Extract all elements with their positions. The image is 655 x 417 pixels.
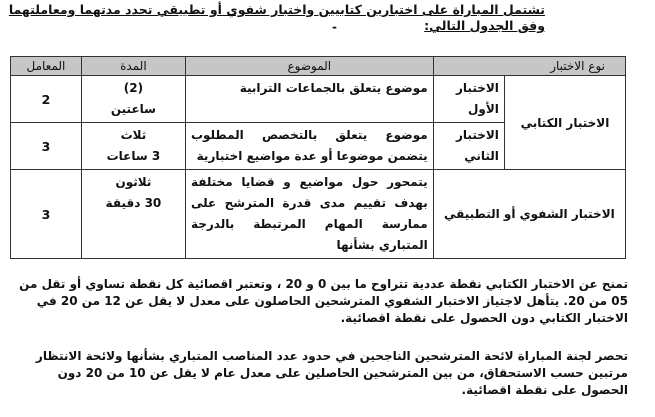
second-exam-duration	[81, 123, 185, 170]
second-exam-subject: موضوع يتعلق بالتخصص المطلوب يتضمن موضوعا أو عدة مواضيع اختبارية	[185, 123, 433, 170]
first-exam-duration	[81, 76, 185, 123]
header-subject: الموضوع	[185, 57, 433, 76]
second-exam-coefficient: 3	[11, 123, 82, 170]
table-header-row	[11, 57, 626, 76]
duration-line: 30 دقيقة	[105, 196, 162, 210]
header-coefficient: المعامل	[11, 57, 82, 76]
intro-heading: تشتمل المباراة على اختبارين كتابيين واختبار شفوي أو تطبيقي تحدد مدتهما ومعاملتهما وفق الجدول التالي:	[8, 2, 545, 33]
header-duration: المدة	[81, 57, 185, 76]
intro-dash: -	[332, 20, 337, 34]
exam-table	[10, 56, 626, 259]
duration-line: ثلاث	[120, 128, 147, 142]
duration-line: ثلاثون	[115, 175, 152, 189]
oral-exam-duration	[81, 170, 185, 259]
table-row	[11, 170, 626, 259]
grading-paragraph: تمنح عن الاختبار الكتابي نقطة عددية تتراوح ما بين 0 و 20 ، وتعتبر اقصائية كل نقطة تساوي أو تقل من 05 من 20. يتأهل لاجتياز الاختبار الشفوي المترشحين الحاصلون على معدل لا يقل عن 12 من 20 في الاختبار الكتابي دون الحصول على نقطة اقصائية.	[19, 277, 628, 325]
results-paragraph: تحصر لجنة المباراة لائحة المترشحين الناجحين في حدود عدد المناصب المتباري بشأنها ولائحة الانتظار مرتبين حسب الاستحقاق، من بين المترشحين الحاصلين على معدل عام لا يقل عن 10 من 20 دون الحصول على نقطة اقصائية.	[35, 349, 628, 397]
written-exam-cell: الاختبار الكتابي	[504, 76, 625, 170]
first-exam-subject: موضوع يتعلق بالجماعات الترابية	[185, 76, 433, 123]
table-row	[11, 76, 626, 123]
oral-exam-coefficient: 3	[11, 170, 82, 259]
first-exam-label: الاختبار الأول	[433, 76, 504, 123]
duration-line: ساعتين	[110, 102, 156, 116]
oral-exam-cell: الاختبار الشفوي أو التطبيقي	[433, 170, 625, 259]
duration-line: (2)	[123, 81, 144, 95]
duration-line: 3 ساعات	[106, 149, 161, 163]
header-exam-type: نوع الاختبار	[433, 57, 625, 76]
second-exam-label: الاختبار الثاني	[433, 123, 504, 170]
oral-exam-subject: يتمحور حول مواضيع و قضايا مختلفة بهدف تقييم مدى قدرة المترشح على ممارسة المهام المرتبطة بالدرجة المتباري بشأنها	[185, 170, 433, 259]
first-exam-coefficient: 2	[11, 76, 82, 123]
